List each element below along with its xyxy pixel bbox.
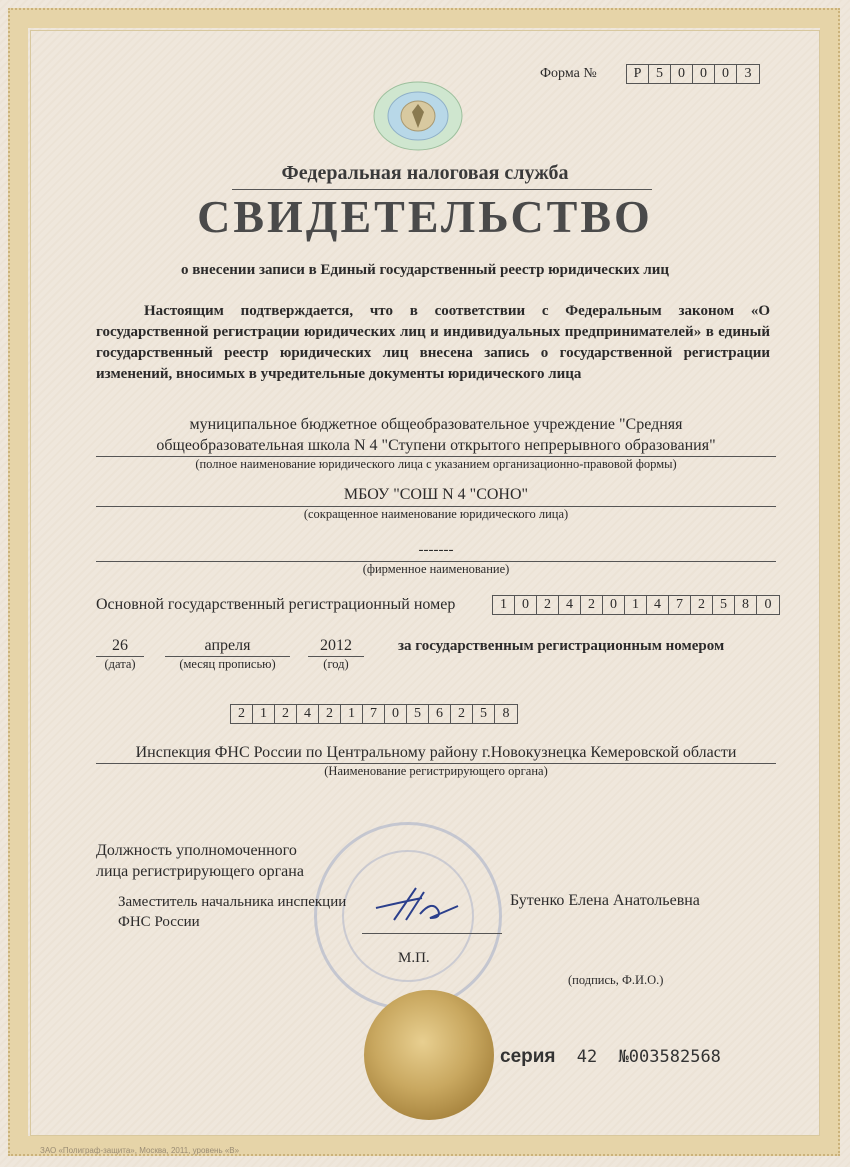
signatory-position: [118, 892, 346, 932]
entity-short-name: МБОУ "СОШ N 4 "СОНО": [343, 486, 529, 503]
serial-label: серия: [500, 1046, 556, 1067]
date-day-caption: (дата): [104, 657, 136, 671]
signatory-name: Бутенко Елена Анатольевна: [510, 892, 700, 909]
grn-cell: 1: [341, 705, 363, 723]
date-day: 26: [112, 637, 128, 654]
ogrn-cell: 7: [669, 596, 691, 614]
full-name-line-2: общеобразовательная школа N 4 "Ступени открытого непрерывного образования": [156, 437, 716, 454]
ogrn-cell: 2: [581, 596, 603, 614]
signature-icon: [372, 884, 462, 928]
full-name-line-1: муниципальное бюджетное общеобразовательное учреждение "Средняя: [189, 416, 683, 433]
form-cell: 0: [671, 65, 693, 83]
grn-cell: 8: [502, 706, 510, 721]
entity-brand-name: -------: [418, 542, 454, 558]
grn-cell: 2: [275, 705, 297, 723]
grn-cell: 5: [407, 705, 429, 723]
date-year-caption: (год): [323, 657, 349, 671]
ogrn-cell: 0: [603, 596, 625, 614]
signature-caption: (подпись, Ф.И.О.): [568, 973, 664, 987]
ogrn-cell: 0: [515, 596, 537, 614]
form-number-cells: [626, 64, 760, 84]
ogrn-cell: 4: [559, 596, 581, 614]
ogrn-cell: 1: [625, 596, 647, 614]
date-month: апреля: [204, 637, 251, 654]
grn-cell: 5: [473, 705, 495, 723]
ogrn-cell: 2: [691, 596, 713, 614]
printer-footer: ЗАО «Полиграф-защита», Москва, 2011, уровень «В»: [40, 1146, 240, 1155]
emblem-icon: [372, 80, 464, 152]
form-cell: 5: [649, 65, 671, 83]
grn-cell: 2: [231, 705, 253, 723]
position-label-line-1: Должность уполномоченного: [96, 842, 297, 859]
serial-series: 42: [576, 1047, 598, 1067]
position-label: [96, 840, 304, 882]
grn-cell: 4: [297, 705, 319, 723]
ogrn-cell: 5: [713, 596, 735, 614]
document-title: СВИДЕТЕЛЬСТВО: [197, 191, 653, 242]
grn-cell: 2: [319, 705, 341, 723]
statement-text: Настоящим подтверждается, что в соответствии с Федеральным законом «О государственной регистрации юридических лиц и индивидуальных предпринимателей» в единый государственный реестр юридических лиц внесена запись о государственной регистрации изменений, вносимых в учредительные документы юридического лица: [96, 303, 770, 382]
date-year: 2012: [320, 637, 352, 654]
serial-number-value: №003582568: [618, 1047, 721, 1067]
signatory-position-line-2: ФНС России: [118, 914, 200, 930]
ogrn-cell: 2: [537, 596, 559, 614]
grn-cell: 6: [429, 705, 451, 723]
authority-caption: (Наименование регистрирующего органа): [324, 764, 548, 778]
position-label-line-2: лица регистрирующего органа: [96, 863, 304, 880]
form-cell: 0: [693, 65, 715, 83]
grn-cells: [230, 704, 518, 724]
serial-number: [500, 1046, 721, 1068]
ogrn-cells: [492, 595, 780, 615]
agency-name: Федеральная налоговая служба: [281, 162, 569, 184]
statement-paragraph: [96, 301, 770, 385]
stamp-place-label: М.П.: [398, 950, 430, 966]
signature-rule: [362, 933, 502, 934]
brand-name-caption: (фирменное наименование): [362, 562, 510, 576]
grn-cell: 2: [451, 705, 473, 723]
form-cell: 3: [744, 66, 752, 81]
form-number-label: Форма №: [540, 66, 597, 81]
short-name-caption: (сокращенное наименование юридического лица): [303, 507, 569, 521]
entity-full-name: [96, 414, 776, 456]
ogrn-label: Основной государственный регистрационный номер: [96, 596, 456, 613]
ogrn-cell: 1: [493, 596, 515, 614]
registration-number-label: за государственным регистрационным номером: [398, 638, 725, 654]
ogrn-cell: 8: [735, 596, 757, 614]
grn-cell: 1: [253, 705, 275, 723]
grn-cell: 7: [363, 705, 385, 723]
document-subtitle: о внесении записи в Единый государственный реестр юридических лиц: [180, 262, 670, 278]
signatory-position-line-1: Заместитель начальника инспекции: [118, 894, 347, 910]
form-cell: 0: [715, 65, 737, 83]
form-cell: Р: [627, 65, 649, 83]
gold-seal: [364, 990, 494, 1120]
registering-authority: Инспекция ФНС России по Центральному району г.Новокузнецка Кемеровской области: [135, 744, 737, 761]
ogrn-cell: 4: [647, 596, 669, 614]
ogrn-cell: 0: [764, 597, 772, 612]
grn-cell: 0: [385, 705, 407, 723]
date-month-caption: (месяц прописью): [179, 657, 276, 671]
full-name-caption: (полное наименование юридического лица с указанием организационно-правовой формы): [195, 457, 677, 471]
